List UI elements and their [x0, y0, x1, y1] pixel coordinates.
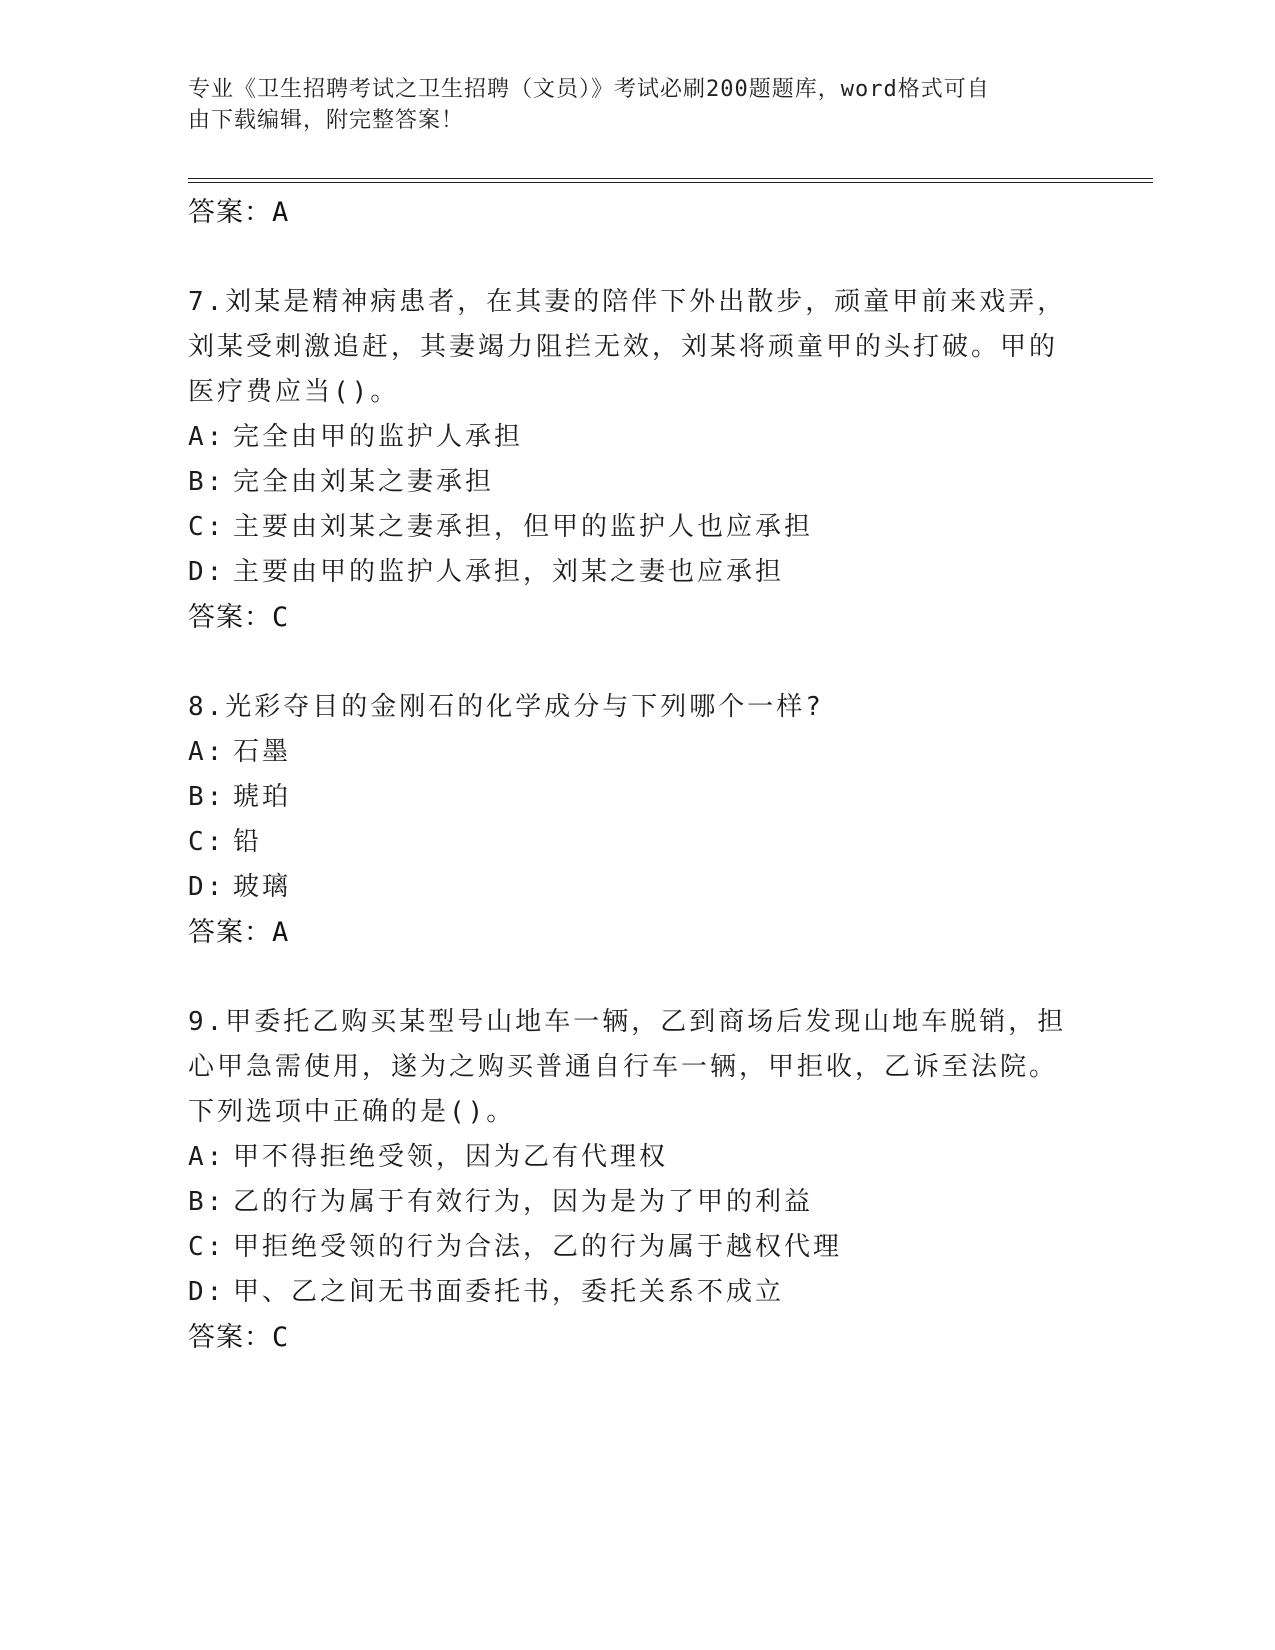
question-block — [188, 1000, 1088, 1360]
header-rule-bottom — [188, 182, 1153, 183]
header-line-2: 由下载编辑，附完整答案！ — [188, 108, 465, 133]
option-key: D: — [188, 872, 226, 902]
document-header — [188, 74, 1088, 136]
option-key: C: — [188, 512, 226, 542]
option-key: B: — [188, 1187, 226, 1217]
spacer — [188, 955, 1088, 1000]
answer-line: 答案：C — [188, 602, 290, 633]
header-line-1: 专业《卫生招聘考试之卫生招聘（文员）》考试必刷200题题库，word格式可自 — [188, 77, 990, 102]
option-text: 主要由甲的监护人承担，刘某之妻也应承担 — [233, 557, 785, 587]
answer-line: 答案：A — [188, 917, 290, 948]
option-c — [188, 1225, 1088, 1270]
option-text: 主要由刘某之妻承担，但甲的监护人也应承担 — [233, 512, 814, 542]
question-text-line: 9.甲委托乙购买某型号山地车一辆，乙到商场后发现山地车脱销，担 — [188, 1007, 1067, 1037]
option-text: 玻璃 — [233, 872, 292, 902]
question-text-line: 下列选项中正确的是()。 — [188, 1097, 516, 1127]
answer-line: 答案：C — [188, 1322, 290, 1353]
option-text: 琥珀 — [233, 782, 292, 812]
option-text: 石墨 — [233, 737, 292, 767]
option-key: A: — [188, 1142, 226, 1172]
option-c — [188, 820, 1088, 865]
option-b — [188, 775, 1088, 820]
question-text-line: 刘某受刺激追赶，其妻竭力阻拦无效，刘某将顽童甲的头打破。甲的 — [188, 332, 1059, 362]
question-text-line: 7.刘某是精神病患者，在其妻的陪伴下外出散步，顽童甲前来戏弄， — [188, 287, 1067, 317]
question-block — [188, 280, 1088, 640]
question-text-line: 心甲急需使用，遂为之购买普通自行车一辆，甲拒收，乙诉至法院。 — [188, 1052, 1059, 1082]
option-key: D: — [188, 557, 226, 587]
option-a — [188, 730, 1088, 775]
spacer — [188, 235, 1088, 280]
option-key: C: — [188, 1232, 226, 1262]
option-d — [188, 550, 1088, 595]
spacer — [188, 640, 1088, 685]
option-key: A: — [188, 422, 226, 452]
option-d — [188, 1270, 1088, 1315]
question-list — [188, 190, 1088, 1360]
question-block — [188, 685, 1088, 955]
option-text: 完全由甲的监护人承担 — [233, 422, 524, 452]
option-d — [188, 865, 1088, 910]
option-key: A: — [188, 737, 226, 767]
header-rule-top — [188, 178, 1153, 179]
option-text: 甲拒绝受领的行为合法，乙的行为属于越权代理 — [233, 1232, 843, 1262]
option-c — [188, 505, 1088, 550]
option-b — [188, 1180, 1088, 1225]
question-text-line: 医疗费应当()。 — [188, 377, 400, 407]
option-text: 铅 — [233, 827, 263, 857]
option-text: 乙的行为属于有效行为，因为是为了甲的利益 — [233, 1187, 814, 1217]
option-key: C: — [188, 827, 226, 857]
previous-answer: 答案：A — [188, 197, 290, 228]
question-text-line: 8.光彩夺目的金刚石的化学成分与下列哪个一样? — [188, 692, 824, 722]
option-key: D: — [188, 1277, 226, 1307]
option-key: B: — [188, 782, 226, 812]
option-a — [188, 1135, 1088, 1180]
option-b — [188, 460, 1088, 505]
option-text: 甲、乙之间无书面委托书，委托关系不成立 — [233, 1277, 785, 1307]
option-text: 甲不得拒绝受领，因为乙有代理权 — [233, 1142, 669, 1172]
option-a — [188, 415, 1088, 460]
option-key: B: — [188, 467, 226, 497]
option-text: 完全由刘某之妻承担 — [233, 467, 495, 497]
